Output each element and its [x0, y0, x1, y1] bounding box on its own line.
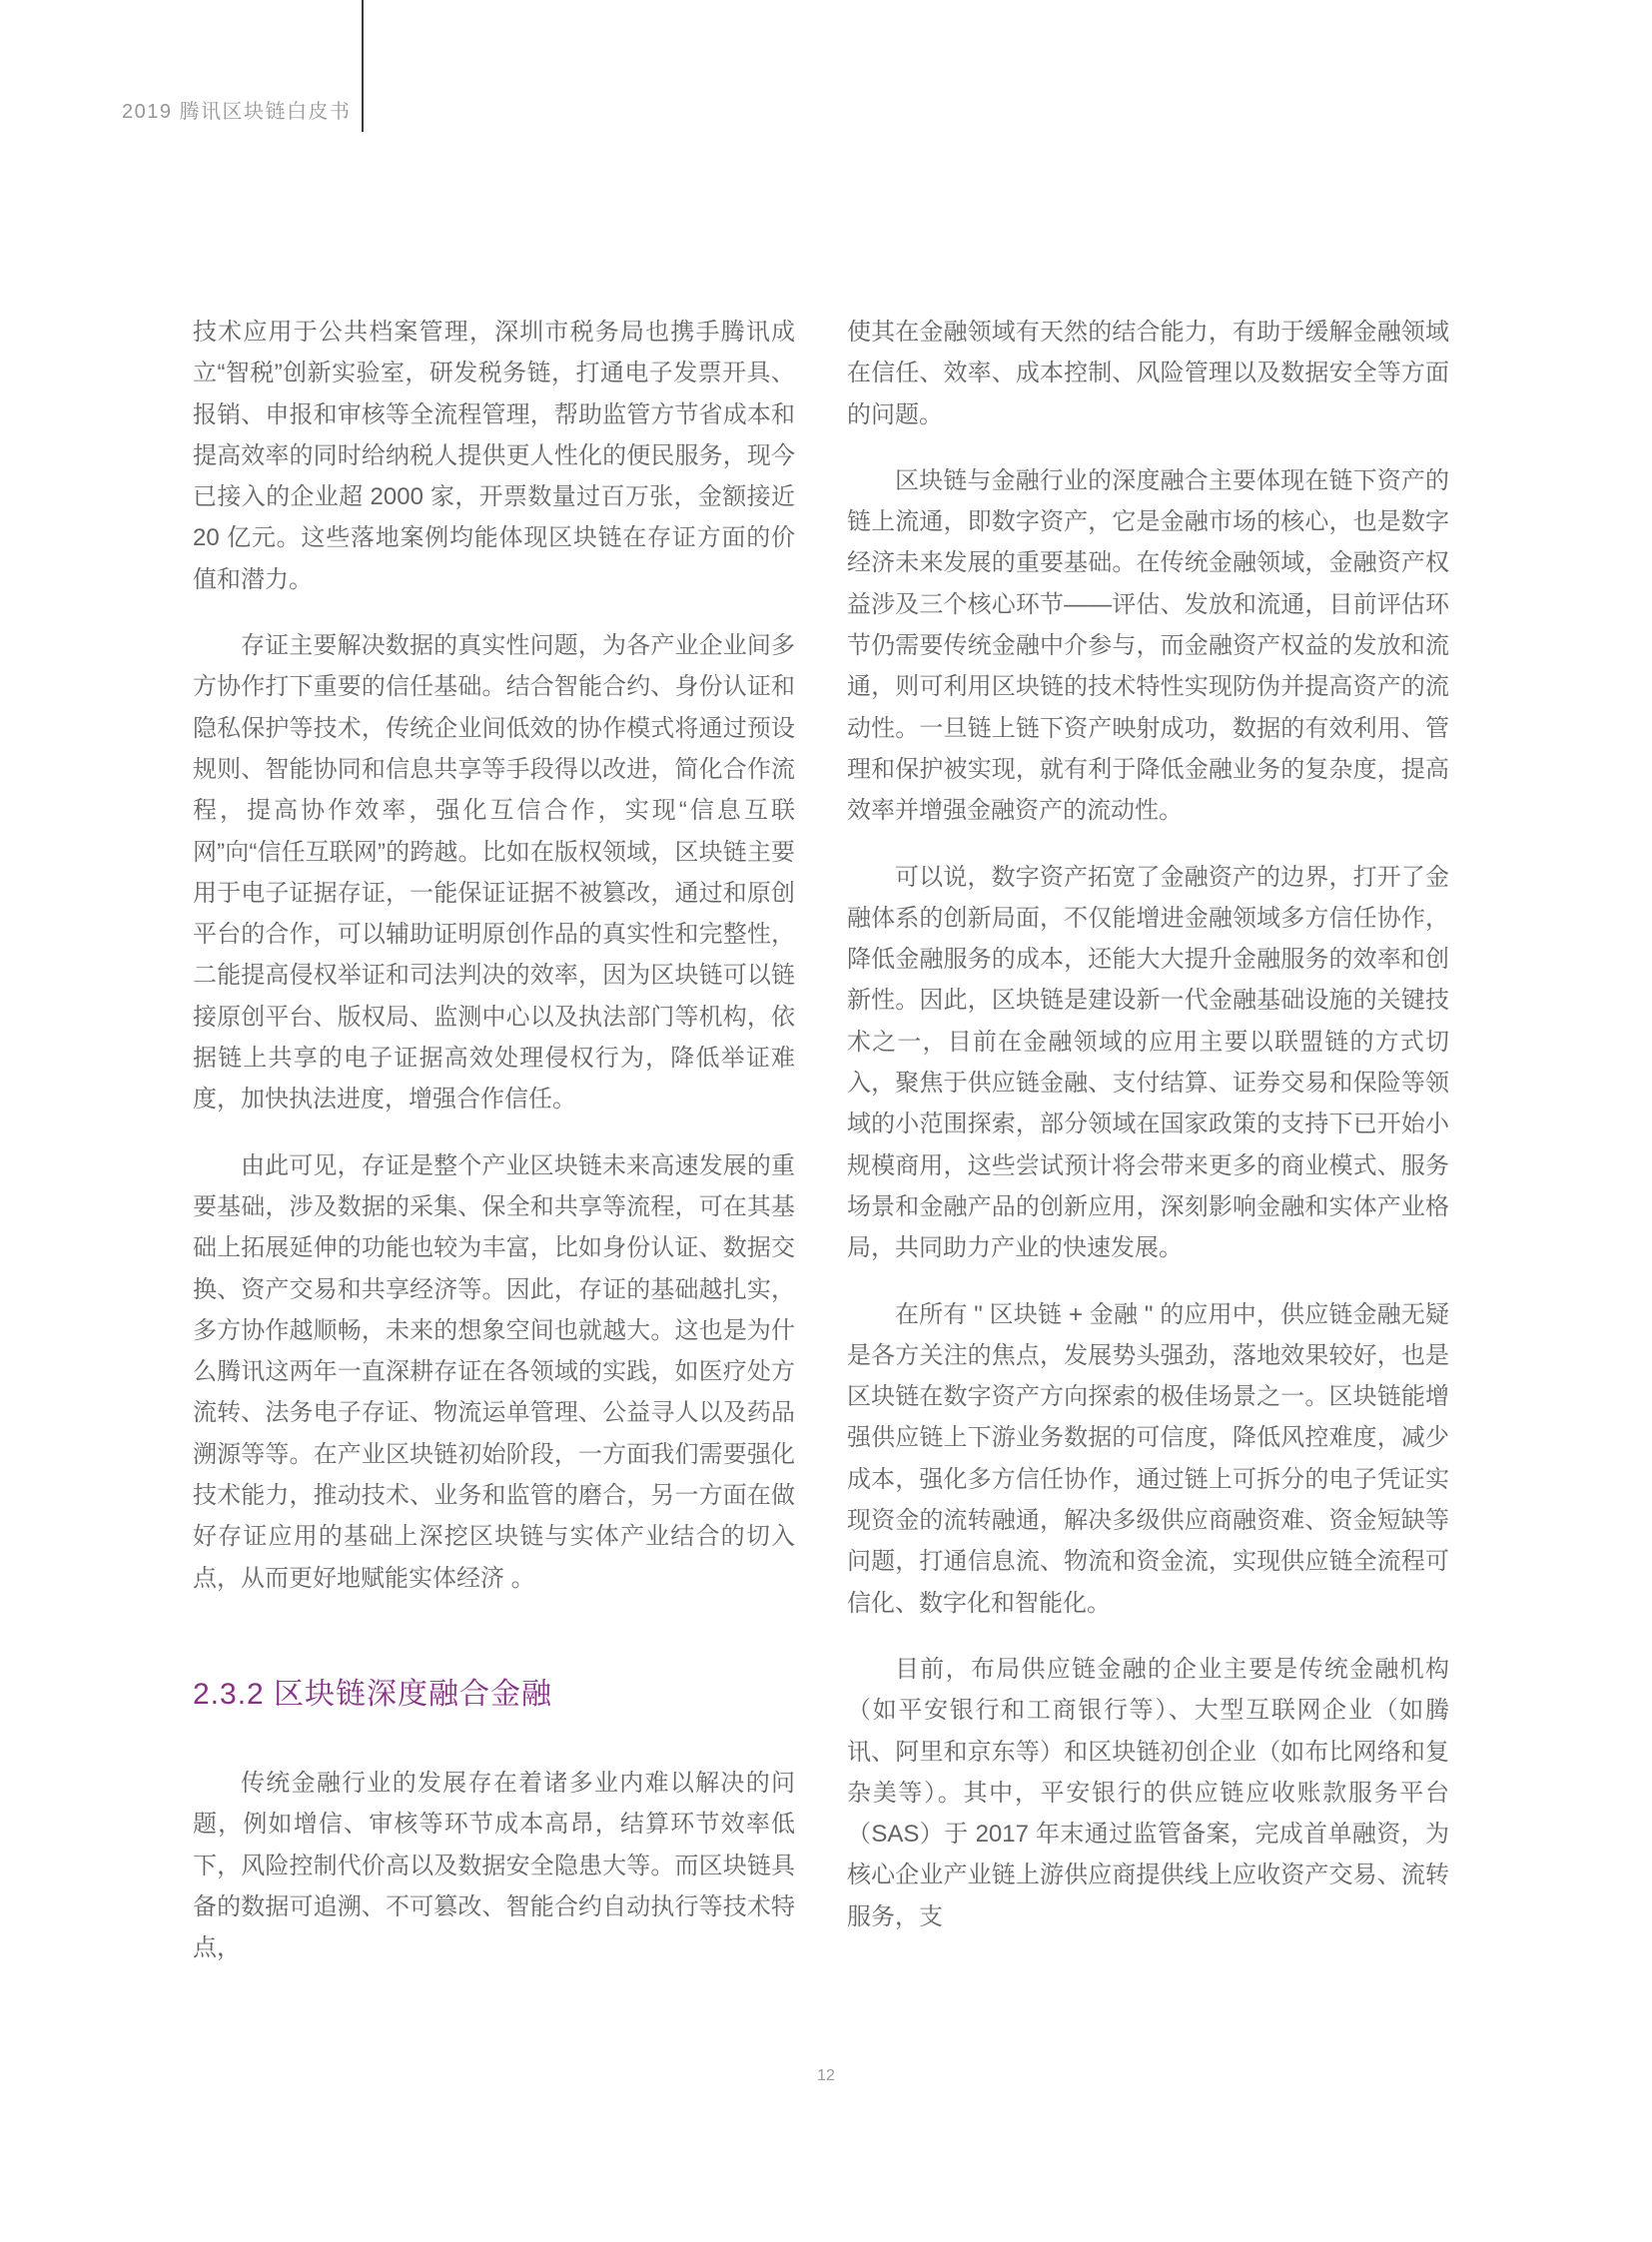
- paragraph: 使其在金融领域有天然的结合能力，有助于缓解金融领域在信任、效率、成本控制、风险管理以及数据安全等方面的问题。: [847, 319, 1449, 428]
- paragraph: 存证主要解决数据的真实性问题，为各产业企业间多方协作打下重要的信任基础。结合智能合约、身份认证和隐私保护等技术，传统企业间低效的协作模式将通过预设规则、智能协同和信息共享等手段得以改进，简化合作流程，提高协作效率，强化互信合作，实现“信息互联网”向“信任互联网”的跨越。比如在版权领域，区块链主要用于电子证据存证，一能保证证据不被篡改，通过和原创平台的合作，可以辅助证明原创作品的真实性和完整性，二能提高侵权举证和司法判决的效率，因为区块链可以链接原创平台、版权局、监测中心以及执法部门等机构，依据链上共享的电子证据高效处理侵权行为，降低举证难度，加快执法进度，增强合作信任。: [193, 632, 795, 1114]
- paragraph: 技术应用于公共档案管理，深圳市税务局也携手腾讯成立“智税”创新实验室，研发税务链，打通电子发票开具、报销、申报和审核等全流程管理，帮助监管方节省成本和提高效率的同时给纳税人提供更人性化的便民服务，现今已接入的企业超 2000 家，开票数量过百万张，金额接近 20 亿元。这些落地案例均能体现区块链在存证方面的价值和潜力。: [193, 319, 795, 593]
- paragraph: 传统金融行业的发展存在着诸多业内难以解决的问题，例如增信、审核等环节成本高昂，结算环节效率低下，风险控制代价高以及数据安全隐患大等。而区块链具备的数据可追溯、不可篡改、智能合约自动执行等技术特点，: [193, 1769, 795, 1962]
- paragraph: 可以说，数字资产拓宽了金融资产的边界，打开了金融体系的创新局面，不仅能增进金融领域多方信任协作，降低金融服务的成本，还能大大提升金融服务的效率和创新性。因此，区块链是建设新一代金融基础设施的关键技术之一，目前在金融领域的应用主要以联盟链的方式切入，聚焦于供应链金融、支付结算、证券交易和保险等领域的小范围探索，部分领域在国家政策的支持下已开始小规模商用，这些尝试预计将会带来更多的商业模式、服务场景和金融产品的创新应用，深刻影响金融和实体产业格局，共同助力产业的快速发展。: [847, 863, 1449, 1262]
- left-column: [193, 312, 795, 1968]
- page-number: 12: [817, 2067, 835, 2084]
- right-column: [847, 312, 1449, 1937]
- paragraph: 在所有 " 区块链 + 金融 " 的应用中，供应链金融无疑是各方关注的焦点，发展势头强劲，落地效果较好，也是区块链在数字资产方向探索的极佳场景之一。区块链能增强供应链上下游业务数据的可信度，降低风控难度，减少成本，强化多方信任协作，通过链上可拆分的电子凭证实现资金的流转融通，解决多级供应商融资难、资金短缺等问题，打通信息流、物流和资金流，实现供应链全流程可信化、数字化和智能化。: [847, 1300, 1449, 1617]
- section-heading: 2.3.2 区块链深度融合金融: [193, 1677, 553, 1711]
- header-title: 2019 腾讯区块链白皮书: [122, 101, 352, 123]
- paragraph: 区块链与金融行业的深度融合主要体现在链下资产的链上流通，即数字资产，它是金融市场的核心，也是数字经济未来发展的重要基础。在传统金融领域，金融资产权益涉及三个核心环节——评估、发放和流通，目前评估环节仍需要传统金融中介参与，而金融资产权益的发放和流通，则可利用区块链的技术特性实现防伪并提高资产的流动性。一旦链上链下资产映射成功，数据的有效利用、管理和保护被实现，就有利于降低金融业务的复杂度，提高效率并增强金融资产的流动性。: [847, 466, 1449, 825]
- paragraph: 由此可见，存证是整个产业区块链未来高速发展的重要基础，涉及数据的采集、保全和共享等流程，可在其基础上拓展延伸的功能也较为丰富，比如身份认证、数据交换、资产交易和共享经济等。因此，存证的基础越扎实，多方协作越顺畅，未来的想象空间也就越大。这也是为什么腾讯这两年一直深耕存证在各领域的实践，如医疗处方流转、法务电子存证、物流运单管理、公益寻人以及药品溯源等等。在产业区块链初始阶段，一方面我们需要强化技术能力，推动技术、业务和监管的磨合，另一方面在做好存证应用的基础上深挖区块链与实体产业结合的切入点，从而更好地赋能实体经济 。: [193, 1151, 795, 1592]
- header-vertical-rule: [362, 0, 364, 132]
- paragraph: 目前，布局供应链金融的企业主要是传统金融机构（如平安银行和工商银行等）、大型互联网企业（如腾讯、阿里和京东等）和区块链初创企业（如布比网络和复杂美等）。其中，平安银行的供应链应收账款服务平台（SAS）于 2017 年末通过监管备案，完成首单融资，为核心企业产业链上游供应商提供线上应收资产交易、流转服务，支: [847, 1655, 1449, 1930]
